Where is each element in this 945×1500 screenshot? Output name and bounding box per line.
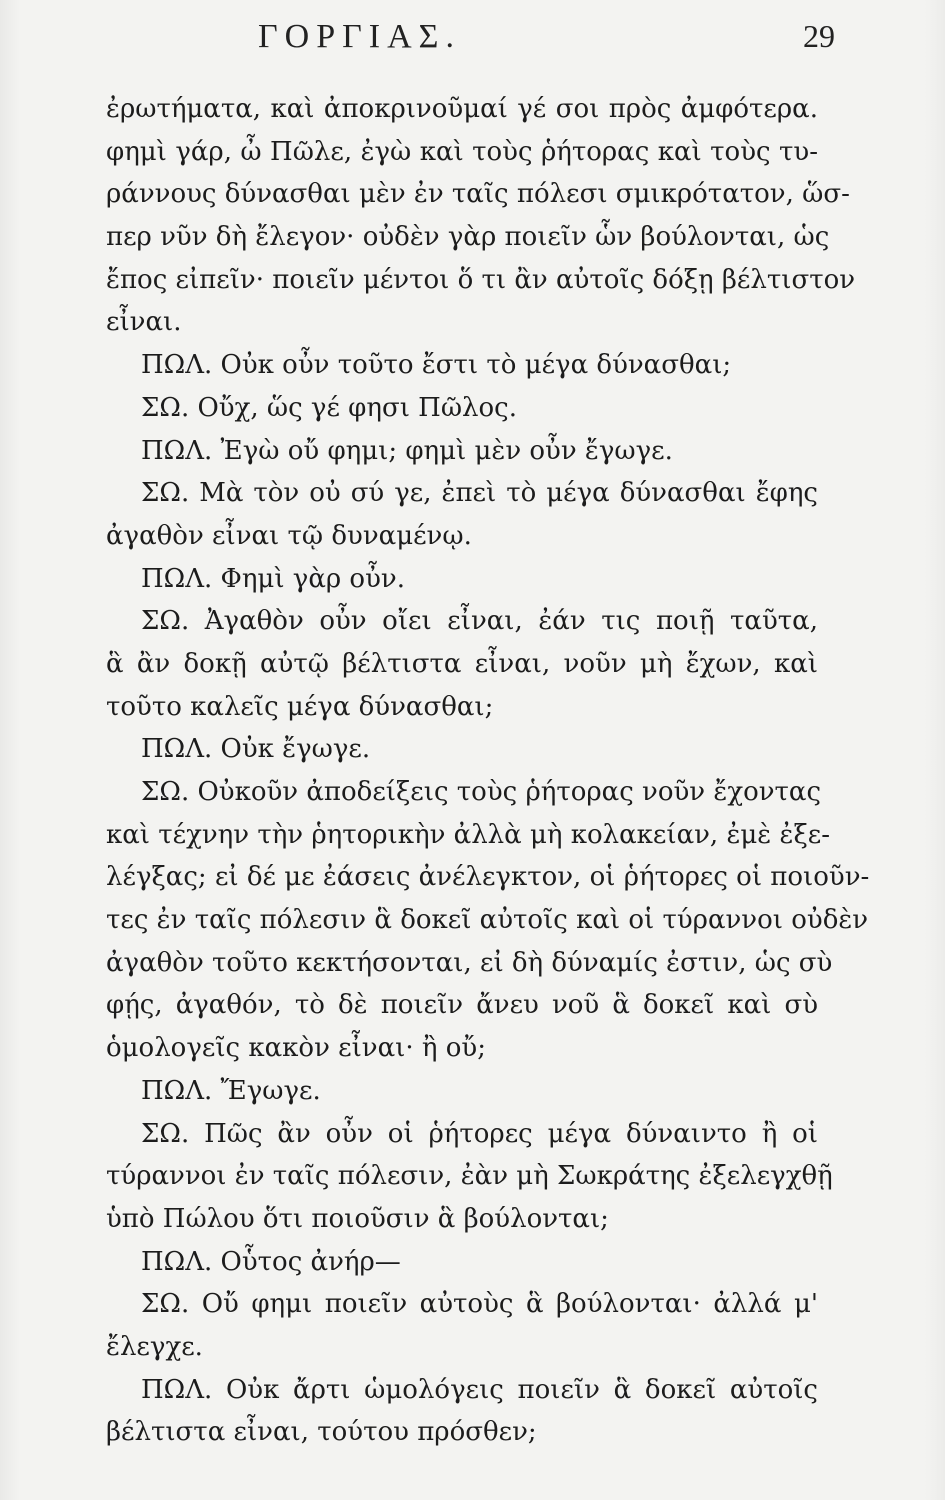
text-line: τες ἐν ταῖς πόλεσιν ἃ δοκεῖ αὐτοῖς καὶ οἱ τύραννοι οὐδὲν bbox=[106, 905, 869, 936]
text-line: ΠΩΛ. Οὐκ ἔγωγε. bbox=[141, 734, 371, 765]
text-line: ἐρωτήματα, καὶ ἀποκρινοῦμαί γέ σοι πρὸς ἀμφότερα. bbox=[106, 94, 818, 124]
running-title: ΓΟΡΓΙΑΣ. bbox=[258, 18, 461, 55]
text-line: ἀγαθὸν τοῦτο κεκτήσονται, εἰ δὴ δύναμίς ἐστιν, ὡς σὺ bbox=[106, 947, 833, 978]
text-line: ΠΩΛ. Οὗτος ἀνήρ— bbox=[141, 1246, 401, 1277]
text-line: ΠΩΛ. Ἐγὼ οὔ φημι; φημὶ μὲν οὖν ἔγωγε. bbox=[141, 435, 673, 466]
text-line: ΣΩ. Ἀγαθὸν οὖν οἴει εἶναι, ἐάν τις ποιῇ ταῦτα, bbox=[141, 606, 818, 637]
text-line: τοῦτο καλεῖς μέγα δύνασθαι; bbox=[106, 691, 494, 722]
text-line: ΠΩΛ. Φημὶ γὰρ οὖν. bbox=[141, 563, 405, 594]
text-line: ΠΩΛ. Οὐκ οὖν τοῦτο ἔστι τὸ μέγα δύνασθαι; bbox=[141, 350, 732, 381]
text-line: περ νῦν δὴ ἔλεγον· οὐδὲν γὰρ ποιεῖν ὧν βούλονται, ὡς bbox=[106, 222, 830, 253]
text-line: εἶναι. bbox=[106, 307, 182, 338]
text-line: καὶ τέχνην τὴν ῥητορικὴν ἀλλὰ μὴ κολακείαν, ἐμὲ ἐξε- bbox=[106, 819, 831, 850]
text-line: ἃ ἂν δοκῇ αὐτῷ βέλτιστα εἶναι, νοῦν μὴ ἔχων, καὶ bbox=[106, 648, 818, 679]
text-line: ΣΩ. Οὔχ, ὥς γέ φησι Πῶλος. bbox=[141, 392, 517, 423]
text-line: φῄς, ἀγαθόν, τὸ δὲ ποιεῖν ἄνευ νοῦ ἃ δοκεῖ καὶ σὺ bbox=[106, 990, 818, 1021]
dialogue-text bbox=[106, 88, 870, 1454]
page-number: 29 bbox=[803, 18, 835, 54]
text-line: ἔλεγχε. bbox=[106, 1331, 203, 1362]
text-line: λέγξας; εἰ δέ με ἐάσεις ἀνέλεγκτον, οἱ ῥήτορες οἱ ποιοῦν- bbox=[106, 862, 870, 893]
text-line: ΣΩ. Μὰ τὸν οὐ σύ γε, ἐπεὶ τὸ μέγα δύνασθαι ἔφης bbox=[141, 478, 818, 509]
page-header bbox=[108, 18, 835, 68]
text-line: ἔπος εἰπεῖν· ποιεῖν μέντοι ὅ τι ἂν αὐτοῖς δόξῃ βέλτιστον bbox=[106, 264, 856, 295]
text-line: ΠΩΛ. Ἔγωγε. bbox=[141, 1075, 321, 1106]
text-line: ΣΩ. Οὐκοῦν ἀποδείξεις τοὺς ῥήτορας νοῦν ἔχοντας bbox=[141, 777, 822, 807]
text-line: ὁμολογεῖς κακὸν εἶναι· ἢ οὔ; bbox=[106, 1033, 486, 1064]
text-line: ΣΩ. Οὔ φημι ποιεῖν αὐτοὺς ἃ βούλονται· ἀλλά μ' bbox=[141, 1289, 818, 1320]
text-line: βέλτιστα εἶναι, τούτου πρόσθεν; bbox=[106, 1417, 537, 1448]
text-line: φημὶ γάρ, ὦ Πῶλε, ἐγὼ καὶ τοὺς ῥήτορας καὶ τοὺς τυ- bbox=[106, 136, 818, 167]
text-line: ὑπὸ Πώλου ὅτι ποιοῦσιν ἃ βούλονται; bbox=[106, 1203, 609, 1234]
text-line: ράννους δύνασθαι μὲν ἐν ταῖς πόλεσι σμικρότατον, ὥσ- bbox=[106, 179, 850, 210]
text-line: ἀγαθὸν εἶναι τῷ δυναμένῳ. bbox=[106, 520, 472, 551]
text-line: ΣΩ. Πῶς ἂν οὖν οἱ ῥήτορες μέγα δύναιντο ἢ οἱ bbox=[141, 1118, 818, 1149]
text-line: τύραννοι ἐν ταῖς πόλεσιν, ἐὰν μὴ Σωκράτης ἐξελεγχθῇ bbox=[106, 1161, 833, 1192]
text-line: ΠΩΛ. Οὐκ ἄρτι ὡμολόγεις ποιεῖν ἃ δοκεῖ αὐτοῖς bbox=[141, 1374, 818, 1405]
